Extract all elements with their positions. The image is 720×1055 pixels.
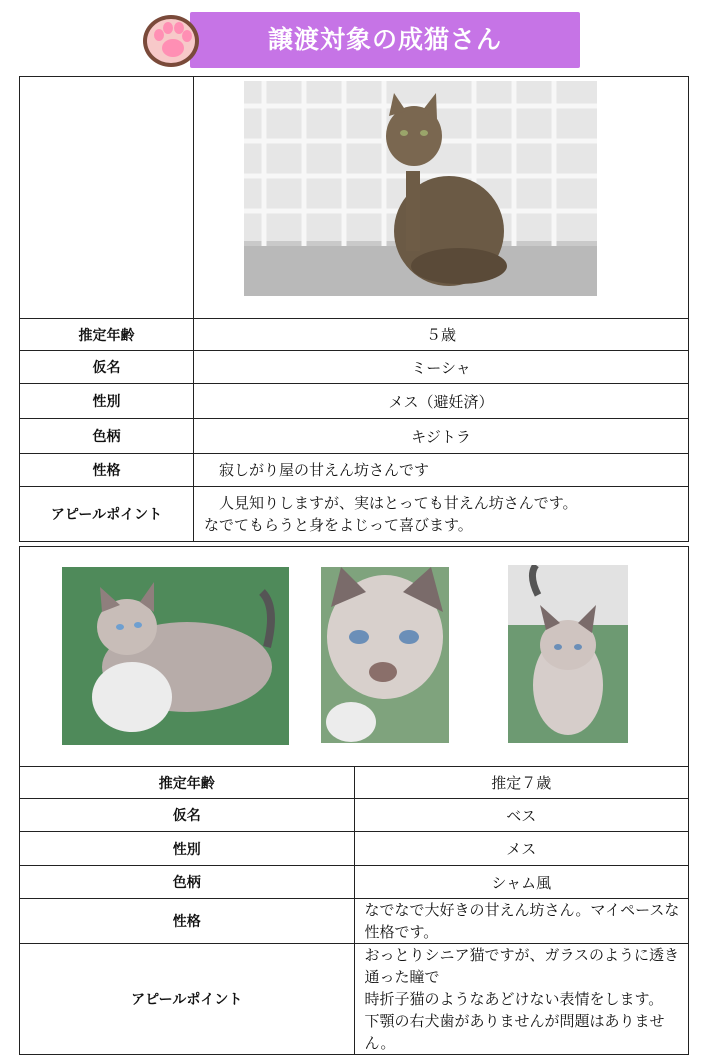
appeal-value	[354, 944, 689, 1055]
row-name	[20, 351, 689, 384]
row-appeal	[20, 487, 689, 542]
cat-profile-table-1	[19, 76, 689, 542]
appeal-line: おっとりシニア猫ですが、ガラスのように透き通った瞳で	[364, 946, 680, 986]
cat-profile-table-2	[19, 546, 689, 1055]
appeal-label: アピールポイント	[20, 944, 355, 1055]
row-appeal	[20, 944, 689, 1055]
row-age	[20, 319, 689, 351]
appeal-line: 時折子猫のようなあどけない表情をします。	[364, 990, 664, 1008]
row-sex	[20, 832, 689, 866]
photo-cell	[20, 547, 689, 767]
row-name	[20, 799, 689, 832]
pattern-value: キジトラ	[194, 419, 689, 454]
appeal-line: なでてもらうと身をよじって喜びます。	[204, 516, 473, 534]
sex-value: メス	[354, 832, 689, 866]
personality-label: 性格	[20, 899, 355, 944]
pattern-label: 色柄	[20, 866, 355, 899]
personality-value: 寂しがり屋の甘えん坊さんです	[194, 454, 689, 487]
cat-photo	[244, 81, 597, 296]
row-pattern	[20, 419, 689, 454]
sex-label: 性別	[20, 832, 355, 866]
appeal-line: 下顎の右犬歯がありませんが問題はありません。	[364, 1012, 665, 1052]
name-label: 仮名	[20, 351, 194, 384]
sex-value: メス（避妊済）	[194, 384, 689, 419]
row-age	[20, 767, 689, 799]
photo-label-cell	[20, 77, 194, 319]
row-personality	[20, 899, 689, 944]
name-value: ベス	[354, 799, 689, 832]
appeal-line: 人見知りしますが、実はとっても甘えん坊さんです。	[204, 494, 578, 512]
sex-label: 性別	[20, 384, 194, 419]
row-pattern	[20, 866, 689, 899]
personality-label: 性格	[20, 454, 194, 487]
cat-photo	[62, 567, 289, 745]
page-header	[140, 10, 585, 68]
pattern-label: 色柄	[20, 419, 194, 454]
row-sex	[20, 384, 689, 419]
cat-photo	[321, 567, 449, 743]
appeal-value	[194, 487, 689, 542]
photo-cell	[194, 77, 689, 319]
name-label: 仮名	[20, 799, 355, 832]
personality-value: なでなで大好きの甘えん坊さん。マイペースな性格です。	[354, 899, 689, 944]
age-value: 推定７歳	[354, 767, 689, 799]
pattern-value: シャム風	[354, 866, 689, 899]
age-label: 推定年齢	[20, 319, 194, 351]
cat-photo	[508, 565, 628, 743]
age-label: 推定年齢	[20, 767, 355, 799]
paw-icon	[140, 10, 202, 68]
age-value: ５歳	[194, 319, 689, 351]
name-value: ミーシャ	[194, 351, 689, 384]
row-personality	[20, 454, 689, 487]
page-title: 譲渡対象の成猫さん	[267, 25, 502, 54]
appeal-label: アピールポイント	[20, 487, 194, 542]
